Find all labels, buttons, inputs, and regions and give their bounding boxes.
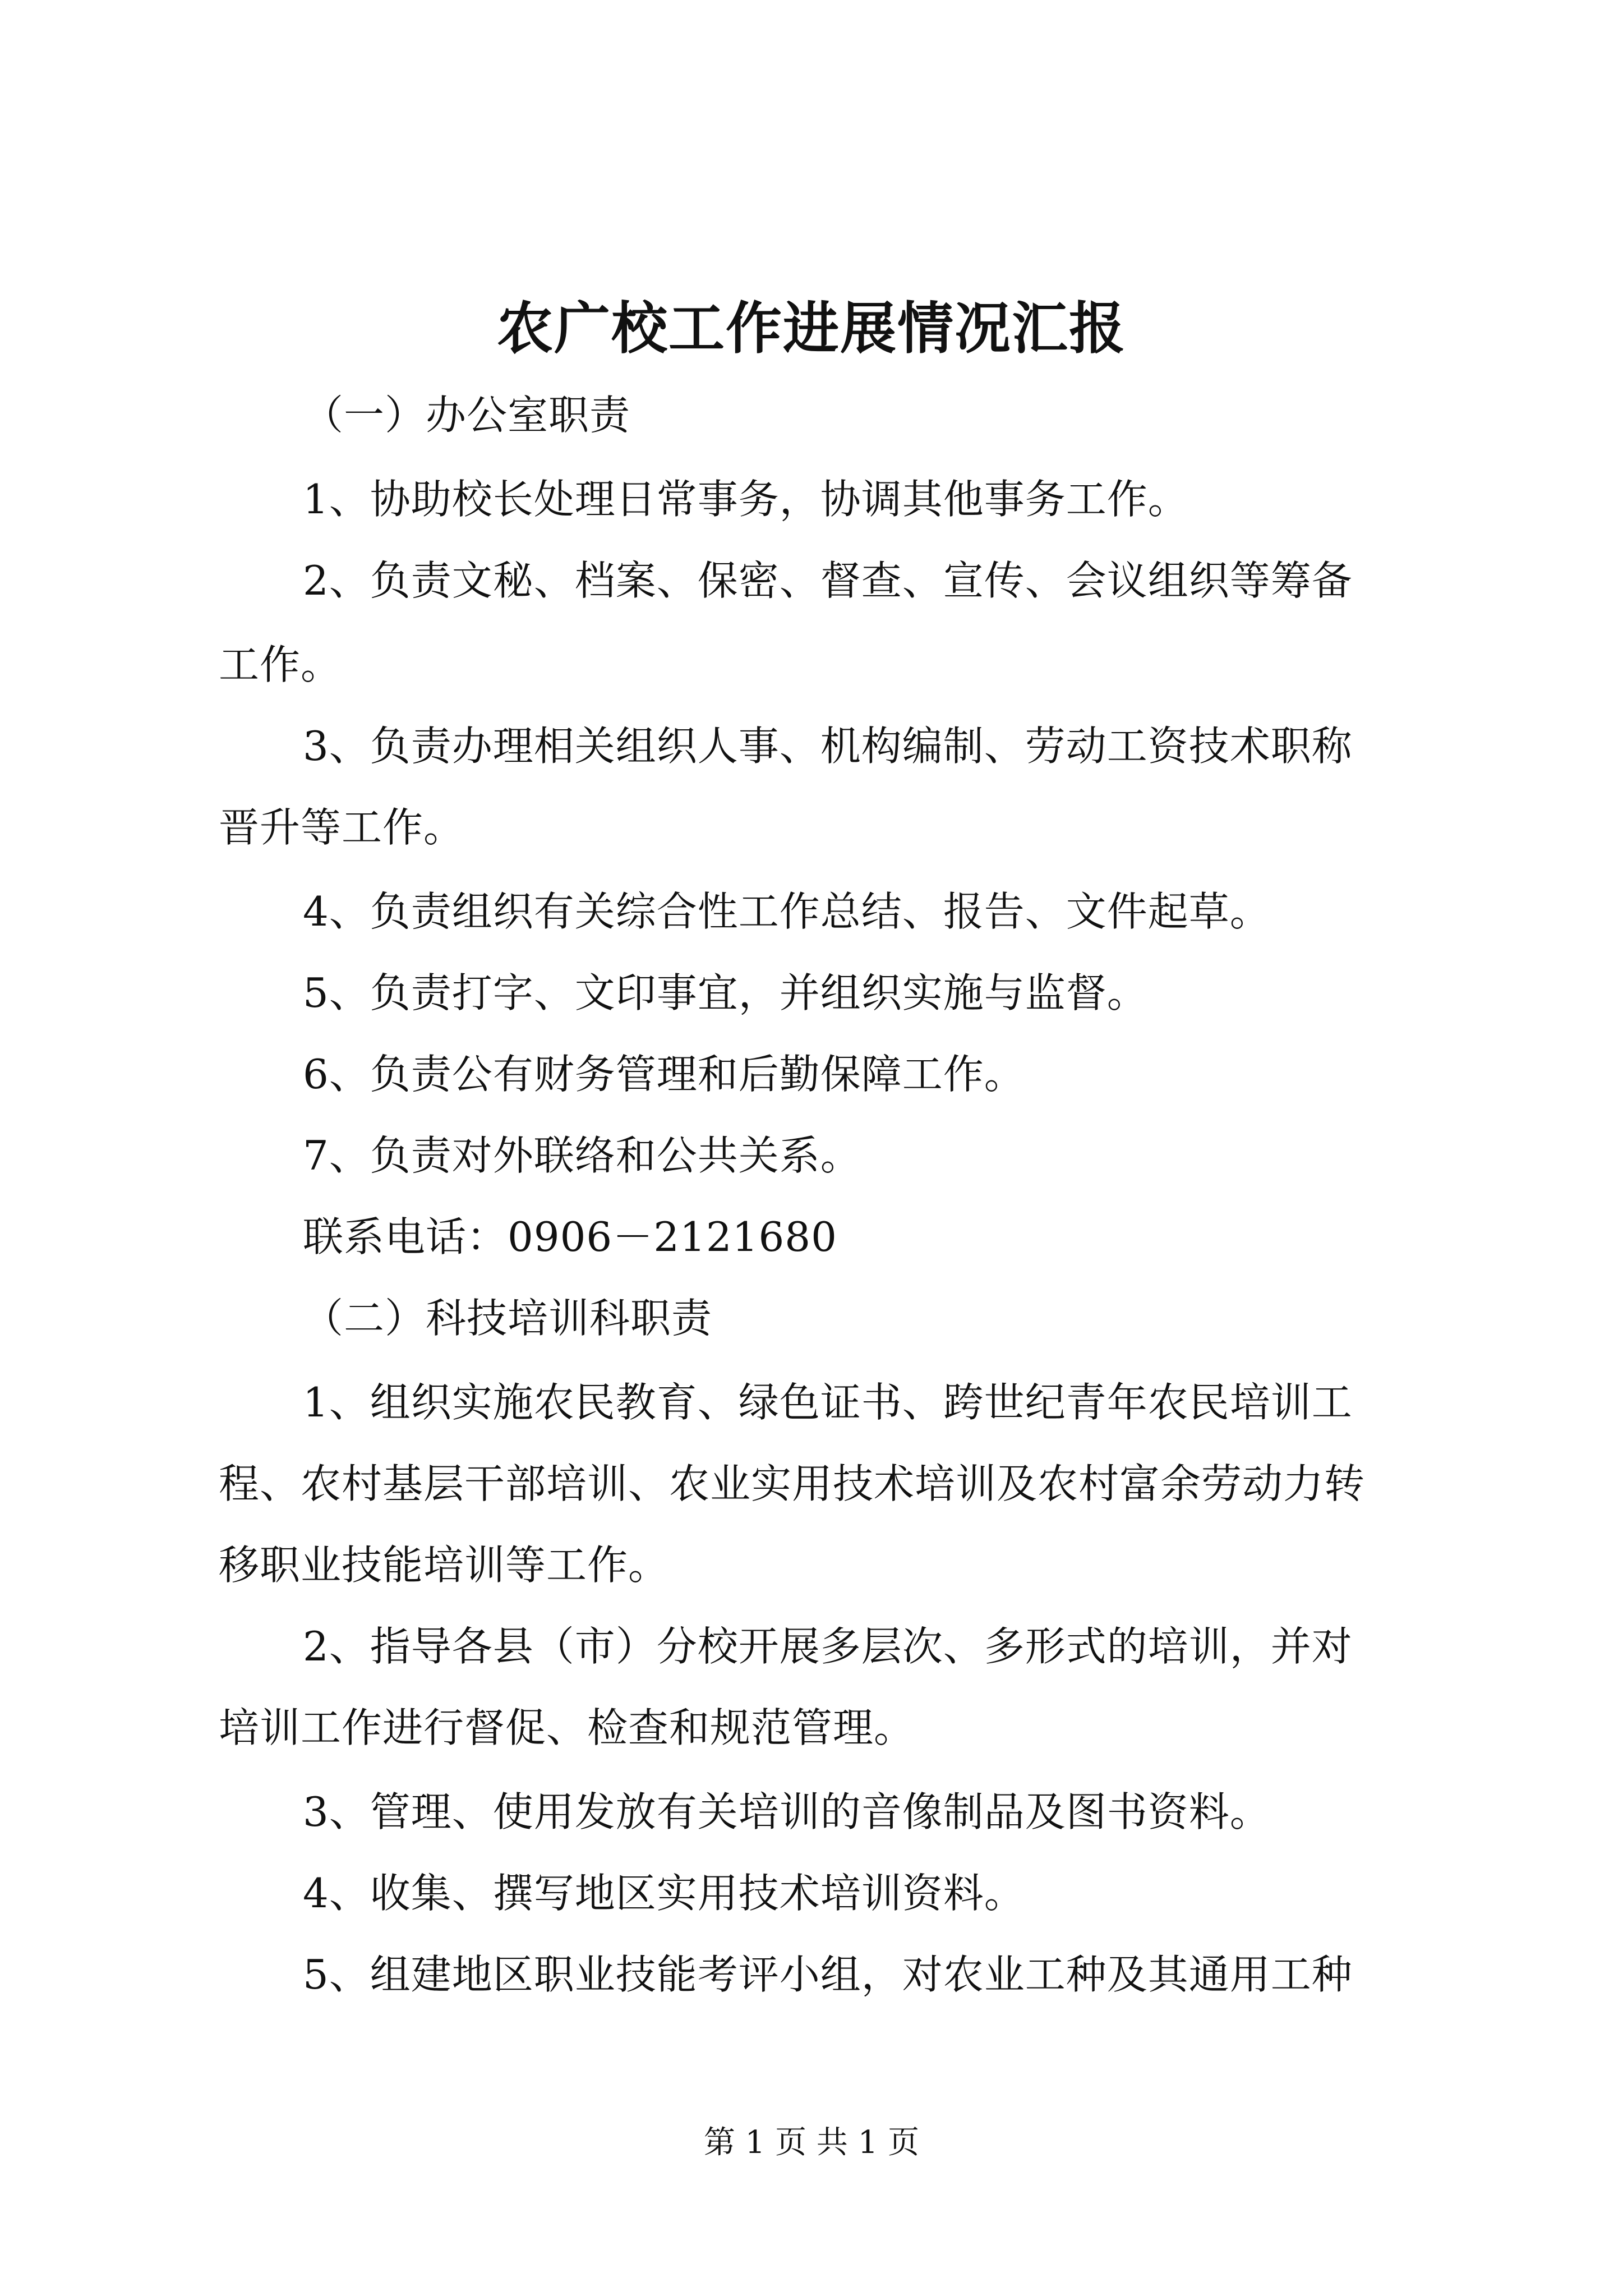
contact-phone: 联系电话：0906－2121680 [303,1213,837,1260]
paragraph-line: 7、负责对外联络和公共关系。 [303,1132,861,1179]
paragraph-line: 1、协助校长处理日常事务，协调其他事务工作。 [303,476,1189,523]
paragraph-line: 6、负责公有财务管理和后勤保障工作。 [303,1051,1025,1098]
paragraph-line: 晋升等工作。 [219,804,465,851]
section-heading-office: （一）办公室职责 [303,392,631,439]
paragraph-line: 移职业技能培训等工作。 [219,1542,670,1589]
paragraph-line: 培训工作进行督促、检查和规范管理。 [219,1704,915,1751]
paragraph-line: 3、负责办理相关组织人事、机构编制、劳动工资技术职称 [303,723,1353,770]
paragraph-line: 5、组建地区职业技能考评小组，对农业工种及其通用工种 [303,1951,1353,1998]
paragraph-line: 3、管理、使用发放有关培训的音像制品及图书资料。 [303,1788,1271,1835]
paragraph-line: 2、指导各县（市）分校开展多层次、多形式的培训，并对 [303,1623,1353,1670]
paragraph-line: 4、收集、撰写地区实用技术培训资料。 [303,1870,1025,1917]
page-footer: 第 1 页 共 1 页 [703,2124,920,2161]
paragraph-line: 2、负责文秘、档案、保密、督查、宣传、会议组织等筹备 [303,557,1353,604]
section-heading-training: （二）科技培训科职责 [303,1295,713,1342]
paragraph-line: 5、负责打字、文印事宜，并组织实施与监督。 [303,969,1148,1016]
paragraph-line: 1、组织实施农民教育、绿色证书、跨世纪青年农民培训工 [303,1379,1353,1426]
paragraph-line: 工作。 [219,641,342,688]
paragraph-line: 4、负责组织有关综合性工作总结、报告、文件起草。 [303,888,1271,935]
document-title: 农广校工作进展情况汇报 [497,295,1126,361]
paragraph-line: 程、农村基层干部培训、农业实用技术培训及农村富余劳动力转 [219,1460,1366,1507]
